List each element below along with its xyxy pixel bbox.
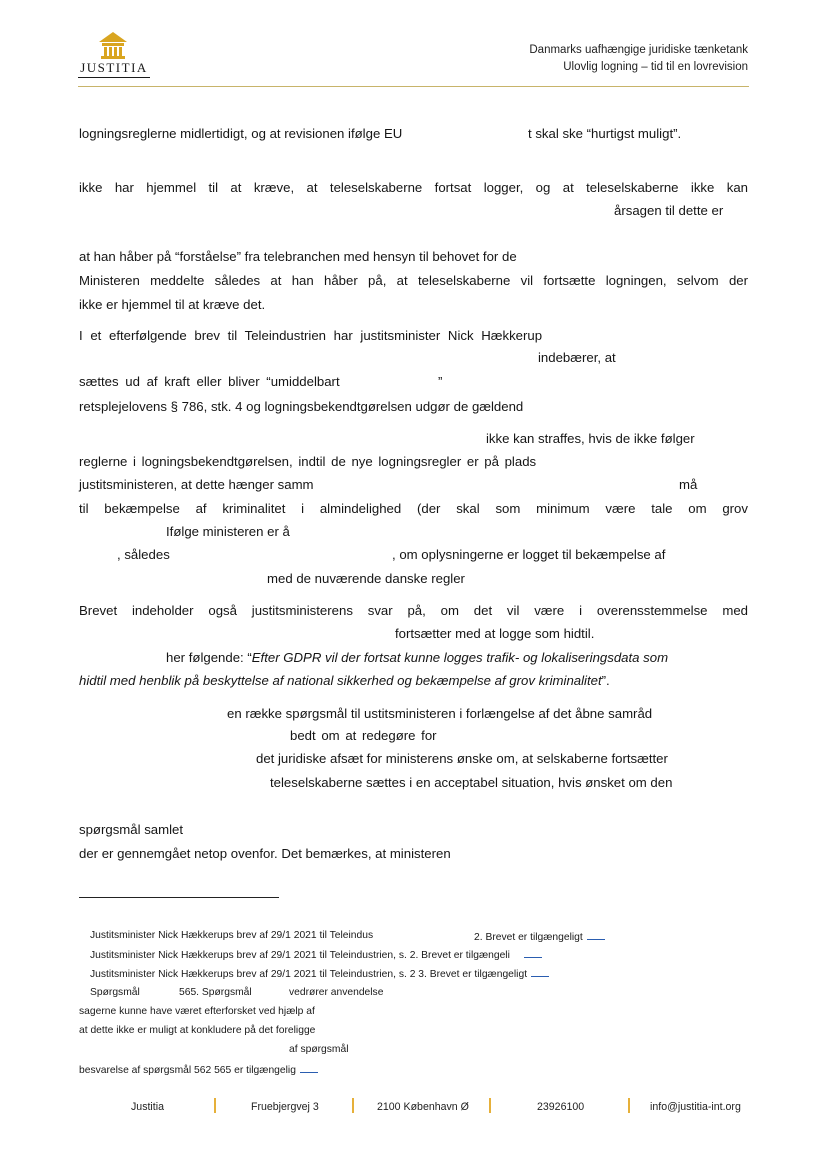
body-text: at han håber på “forståelse” fra telebranchen med hensyn til behovet for de	[79, 249, 517, 264]
body-text: t skal ske “hurtigst muligt”.	[528, 126, 682, 141]
footnote-text: 565. Spørgsmål	[179, 987, 252, 998]
body-text: ikke har hjemmel til at kræve, at teleselskaberne fortsat logger, og at teleselskaberne ikke kan	[79, 180, 748, 195]
body-text: ikke er hjemmel til at kræve det.	[79, 297, 266, 312]
body-text: spørgsmål samlet	[79, 822, 184, 837]
footnote-text: Justitsminister Nick Hækkerups brev af 29/1 2021 til Teleindustrien, s. 2 3. Brevet er tilgængeligt	[90, 969, 528, 980]
footnote-text: Justitsminister Nick Hækkerups brev af 29/1 2021 til Teleindus	[90, 930, 374, 941]
footer-phone: 23926100	[537, 1101, 585, 1113]
body-text: det juridiske afsæt for ministerens ønske om, at selskaberne fortsætter	[256, 751, 668, 766]
org-name: Danmarks uafhængige juridiske tænketank	[529, 44, 748, 56]
body-text: , således	[117, 547, 170, 562]
body-text: retsplejelovens § 786, stk. 4 og logningsbekendtgørelsen udgør de gældend	[79, 399, 524, 414]
body-text: der er gennemgået netop ovenfor. Det bemærkes, at ministeren	[79, 846, 451, 861]
quoted-text: hidtil med henblik på beskyttelse af national sikkerhed og bekæmpelse af grov kriminalitet	[79, 673, 602, 688]
footnote-link[interactable]	[524, 948, 542, 958]
body-text: her følgende: “	[166, 650, 252, 665]
footnote-text: af spørgsmål	[289, 1044, 349, 1055]
footnote-text: vedrører anvendelse	[289, 987, 384, 998]
body-text: fortsætter med at logge som hidtil.	[395, 626, 595, 641]
body-text: justitsministeren, at dette hænger samm	[79, 477, 314, 492]
footer-separator	[489, 1098, 491, 1113]
body-text: Brevet indeholder også justitsministerens svar på, om det vil være i overensstemmelse med	[79, 603, 748, 618]
footer-separator	[628, 1098, 630, 1113]
footnote	[90, 930, 373, 941]
body-text: årsagen til dette er	[614, 203, 724, 218]
footnote-text: besvarelse af spørgsmål 562 565 er tilgængelig	[79, 1065, 296, 1076]
footer-separator	[214, 1098, 216, 1113]
header-org-block	[529, 42, 748, 76]
body-text: ”	[438, 374, 443, 389]
footnote-text: 2. Brevet er tilgængeligt	[474, 932, 583, 943]
footnote	[474, 930, 605, 943]
body-text: I et efterfølgende brev til Teleindustrien har justitsminister Nick Hækkerup	[79, 328, 543, 343]
body-text: logningsreglerne midlertidigt, og at revisionen ifølge EU	[79, 126, 403, 141]
body-text	[166, 650, 668, 665]
footer-street: Fruebjergvej 3	[251, 1101, 319, 1113]
footnote-link[interactable]	[587, 930, 605, 940]
header-divider	[78, 86, 749, 87]
footnote-text: Spørgsmål	[90, 987, 140, 998]
footnote-text: Justitsminister Nick Hækkerups brev af 29/1 2021 til Teleindustrien, s. 2. Brevet er tilgængeli	[90, 950, 510, 961]
body-text: teleselskaberne sættes i en acceptabel situation, hvis ønsket om den	[270, 775, 673, 790]
body-text: ikke kan straffes, hvis de ikke følger	[486, 431, 695, 446]
body-text: , om oplysningerne er logget til bekæmpelse af	[392, 547, 666, 562]
document-title: Ulovlig logning – tid til en lovrevision	[563, 61, 748, 73]
body-text: sættes ud af kraft eller bliver “umiddelbart	[79, 374, 340, 389]
footnote-text: sagerne kunne have været efterforsket ved hjælp af	[79, 1006, 315, 1017]
footnote-text: at dette ikke er muligt at konkludere på det foreligge	[79, 1025, 316, 1036]
footnote	[90, 948, 542, 961]
body-text: ”.	[601, 673, 610, 688]
body-text: en række spørgsmål til ustitsministeren i forlængelse af det åbne samråd	[227, 706, 653, 721]
body-text: til bekæmpelse af kriminalitet i almindelighed (der skal som minimum være tale om grov	[79, 501, 748, 516]
footnote-link[interactable]	[531, 967, 549, 977]
footer-email[interactable]: info@justitia-int.org	[650, 1101, 741, 1113]
footnote	[79, 1063, 318, 1076]
body-text: reglerne i logningsbekendtgørelsen, indtil de nye logningsregler er på plads	[79, 454, 537, 469]
body-text: bedt om at redegøre for	[290, 728, 437, 743]
logo-wordmark: JUSTITIA	[78, 60, 150, 78]
body-text: Ministeren meddelte således at han håber på, at teleselskaberne vil fortsætte logningen, selvom der	[79, 273, 748, 288]
footnote	[90, 967, 549, 980]
quoted-text: Efter GDPR vil der fortsat kunne logges trafik- og lokaliseringsdata som	[251, 650, 669, 665]
footer-city: 2100 København Ø	[377, 1101, 469, 1113]
body-text: indebærer, at	[538, 350, 616, 365]
footer-name: Justitia	[131, 1101, 164, 1113]
body-text: Ifølge ministeren er å	[166, 524, 290, 539]
footnote-divider	[79, 897, 279, 898]
body-text: må	[679, 477, 698, 492]
body-text: med de nuværende danske regler	[267, 571, 465, 586]
footnote-link[interactable]	[300, 1063, 318, 1073]
body-text	[79, 673, 610, 688]
footer-separator	[352, 1098, 354, 1113]
